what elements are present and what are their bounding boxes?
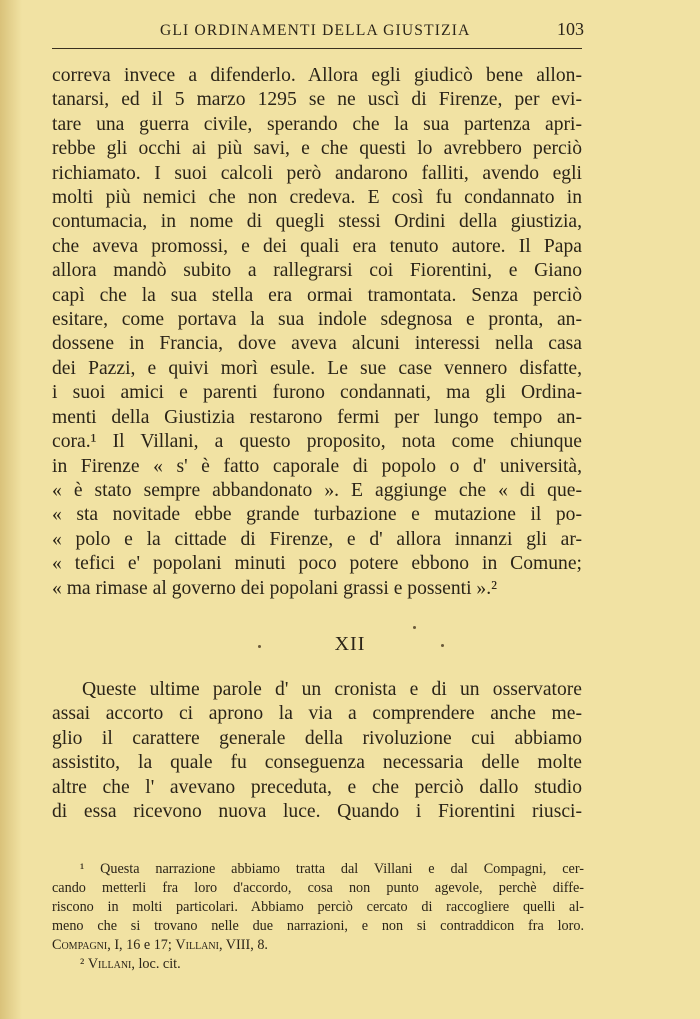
text-line: menti della Giustizia restarono fermi per lungo tempo an- [52,406,582,428]
text-line: assistito, la quale fu conseguenza necessaria delle molte [52,752,582,774]
text-line: correva invece a difenderlo. Allora egli giudicò bene allon- [52,65,582,86]
text-line: tare una guerra civile, sperando che la sua partenza apri- [52,113,582,135]
text-line: « è stato sempre abbandonato ». E aggiunge che « di que- [52,479,582,501]
text-line: dei Pazzi, e quivi morì esule. Le sue case vennero disfatte, [52,357,582,379]
text-line: « ma rimase al governo dei popolani grassi e possenti ».² [52,577,498,599]
text-line: contumacia, in nome di quegli stessi Ordini della giustizia, [52,211,582,233]
footnote-mark: ² [80,956,88,972]
text-line: « polo e la cittade di Firenze, e d' allora innanzi gli ar- [52,528,582,550]
footnote-line: meno che si trovano nelle due narrazioni, e non si contraddicon fra loro. [52,918,584,934]
text-line: capì che la sua stella era ormai tramontata. Senza perciò [52,284,582,306]
text-line: allora mandò subito a rallegrarsi coi Fiorentini, e Giano [52,260,582,282]
paragraph-2 [52,678,582,824]
citation-ref: , VIII, 8. [218,937,268,953]
text-line: di essa ricevono nuova luce. Quando i Fiorentini riusci- [52,801,582,823]
text-line: rebbe gli occhi ai più savi, e che questi lo avrebbero perciò [52,138,582,160]
text-line: in Firenze « s' è fatto caporale di popolo o d' università, [52,455,582,477]
print-speck [413,626,416,629]
text-line: « sta novitade ebbe grande turbazione e mutazione il po- [52,504,582,526]
cited-author: Villani [87,956,132,972]
print-speck [441,644,444,647]
text-line: molti più nemici che non credeva. E così fu condannato in [52,187,582,209]
print-speck [258,645,261,648]
running-header [52,18,582,49]
text-line: Queste ultime parole d' un cronista e di un osservatore [82,679,582,700]
text-line: esitare, come portava la sua indole sdegnosa e pronta, an- [52,309,582,331]
text-line: cora.¹ Il Villani, a questo proposito, nota come chiunque [52,431,582,453]
paragraph-1 [52,64,582,601]
text-line: i suoi amici e parenti furono condannati, ma gli Ordina- [52,382,582,404]
text-line: altre che l' avevano preceduta, e che perciò dallo studio [52,776,582,798]
text-line: assai accorto ci aprono la via a comprendere anche me- [52,703,582,725]
text-line: dossene in Francia, dove aveva alcuni interessi nella casa [52,333,582,355]
citation-ref: , loc. cit. [131,956,181,972]
page-number: 103 [557,19,584,39]
footnote-line: ¹ Questa narrazione abbiamo tratta dal Villani e dal Compagni, cer- [80,861,584,877]
text-line: tanarsi, ed il 5 marzo 1295 se ne uscì di Firenze, per evi- [52,89,582,111]
footnote-line: cando metterli fra loro d'accordo, cosa non punto agevole, perchè diffe- [52,880,584,896]
text-line: che aveva promossi, e dei quali era tenuto autore. Il Papa [52,235,582,257]
page-edge-shadow [0,0,22,1019]
footnotes [52,860,584,974]
cited-author: Villani [175,937,219,953]
footnote-citation [52,936,584,955]
cited-author: Compagni [52,937,108,953]
text-line: « tefici e' popolani minuti poco potere ebbono in Comune; [52,553,582,575]
text-line: richiamato. I suoi calcoli però andarono falliti, avendo egli [52,162,582,184]
running-title: GLI ORDINAMENTI DELLA GIUSTIZIA [160,22,471,39]
citation-ref: , I, 16 e 17; [107,937,176,953]
text-line: glio il carattere generale della rivoluzione cui abbiamo [52,727,582,749]
footnote-2 [52,955,584,974]
section-heading: XII [334,633,366,655]
footnote-line: riscono in molti particolari. Abbiamo perciò cercato di raccogliere quelli al- [52,899,584,915]
